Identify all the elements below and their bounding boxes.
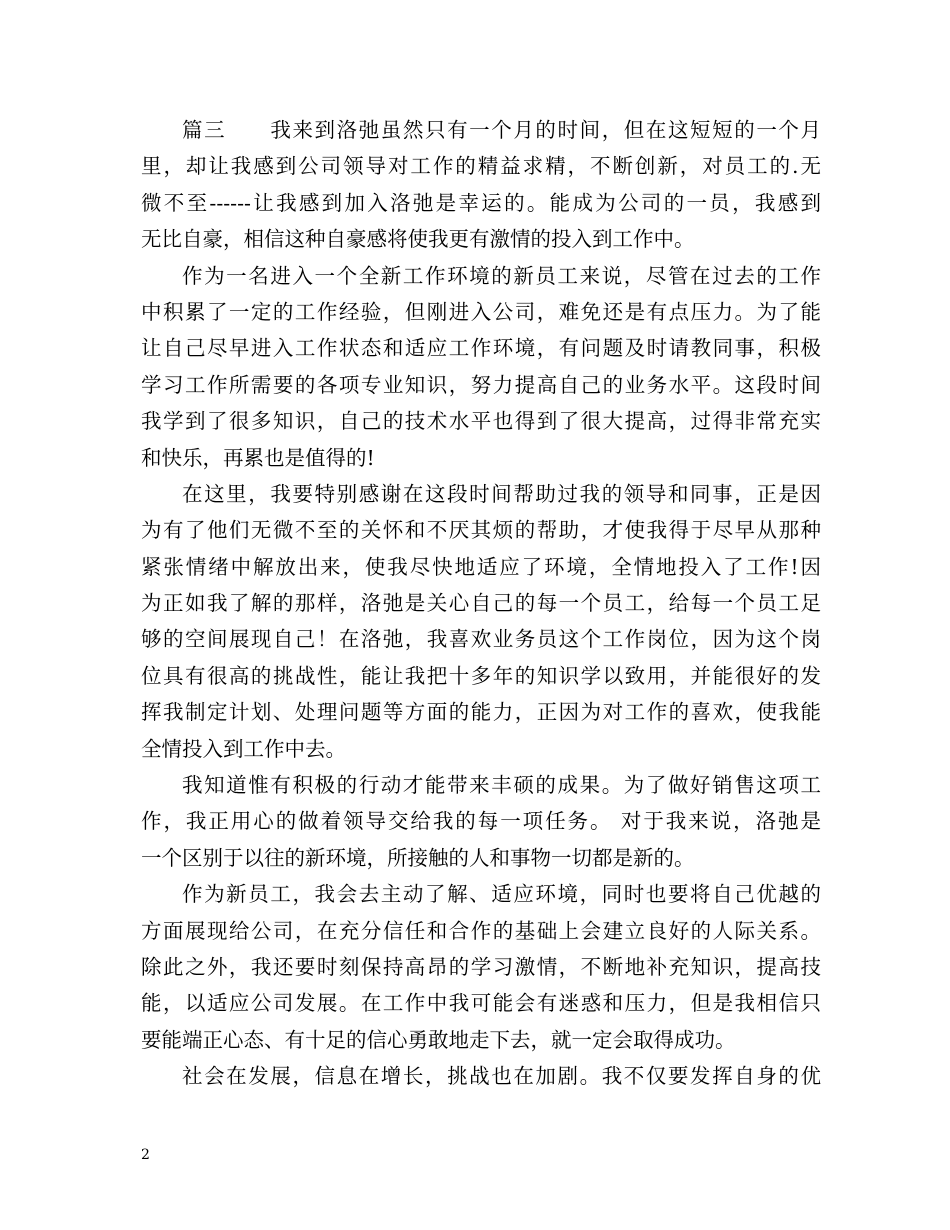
text-line: 微不至------让我感到加入洛弛是幸运的。能成为公司的一员，我感到 xyxy=(141,190,821,215)
text-line: 位具有很高的挑战性，能让我把十多年的知识学以致用，并能很好的发 xyxy=(141,663,821,688)
text-line: 学习工作所需要的各项专业知识，努力提高自己的业务水平。这段时间 xyxy=(141,372,821,397)
text-line: 我学到了很多知识，自己的技术水平也得到了很大提高，过得非常充实 xyxy=(141,409,821,434)
text-line: 紧张情绪中解放出来，使我尽快地适应了环境，全情地投入了工作!因 xyxy=(141,554,821,579)
text-line: 能，以适应公司发展。在工作中我可能会有迷惑和压力，但是我相信只 xyxy=(141,991,821,1016)
text-line: 我知道惟有积极的行动才能带来丰硕的成果。为了做好销售这项工 xyxy=(182,773,821,798)
text-line: 中积累了一定的工作经验，但刚进入公司，难免还是有点压力。为了能 xyxy=(141,299,821,324)
text-line: 作，我正用心的做着领导交给我的每一项任务。 对于我来说，洛弛是 xyxy=(141,809,821,834)
text-line: 让自己尽早进入工作状态和适应工作环境，有问题及时请教同事，积极 xyxy=(141,336,821,361)
text-line: 全情投入到工作中去。 xyxy=(141,736,346,761)
text-line: 无比自豪，相信这种自豪感将使我更有激情的投入到工作中。 xyxy=(141,227,695,252)
text-line: 作为新员工，我会去主动了解、适应环境，同时也要将自己优越的 xyxy=(182,882,821,907)
text-line: 为有了他们无微不至的关怀和不厌其烦的帮助，才使我得于尽早从那种 xyxy=(141,518,821,543)
text-line: 篇三 我来到洛弛虽然只有一个月的时间，但在这短短的一个月 xyxy=(182,118,821,142)
text-line: 除此之外，我还要时刻保持高昂的学习激情，不断地补充知识，提高技 xyxy=(141,954,821,979)
text-line: 方面展现给公司，在充分信任和合作的基础上会建立良好的人际关系。 xyxy=(141,918,821,943)
text-line: 为正如我了解的那样，洛弛是关心自己的每一个员工，给每一个员工足 xyxy=(141,591,821,616)
text-line: 一个区别于以往的新环境，所接触的人和事物一切都是新的。 xyxy=(141,845,695,870)
text-line: 里，却让我感到公司领导对工作的精益求精，不断创新，对员工的.无 xyxy=(141,154,821,179)
text-line: 要能端正心态、有十足的信心勇敢地走下去，就一定会取得成功。 xyxy=(141,1027,736,1052)
text-line: 在这里，我要特别感谢在这段时间帮助过我的领导和同事，正是因 xyxy=(182,481,821,506)
text-line: 够的空间展现自己！在洛弛，我喜欢业务员这个工作岗位，因为这个岗 xyxy=(141,627,821,652)
text-line: 作为一名进入一个全新工作环境的新员工来说，尽管在过去的工作 xyxy=(182,263,821,288)
text-line: 社会在发展，信息在增长，挑战也在加剧。我不仅要发挥自身的优 xyxy=(182,1064,821,1089)
text-line: 和快乐，再累也是值得的! xyxy=(141,445,375,470)
page-number: 2 xyxy=(141,1147,150,1163)
document-body xyxy=(141,112,821,1095)
text-line: 挥我制定计划、处理问题等方面的能力，正因为对工作的喜欢，使我能 xyxy=(141,700,821,725)
